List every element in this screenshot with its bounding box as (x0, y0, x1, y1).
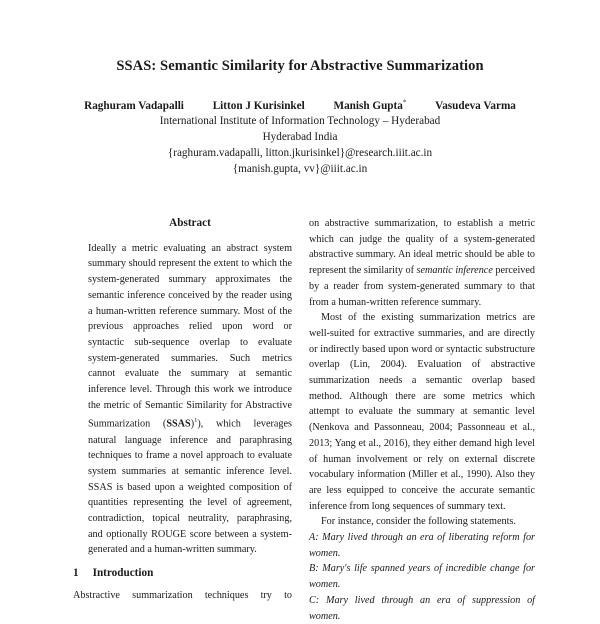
email-line: {raghuram.vadapalli, litton.jkurisinkel}@research.iiit.ac.in (167, 147, 433, 159)
email-line: {manish.gupta, vv}@iiit.ac.in (232, 163, 368, 175)
author-name: Vasudeva Varma (435, 99, 516, 112)
right-column (309, 216, 535, 624)
example-statement: C: Mary lived through an era of suppression of women. (309, 594, 535, 622)
paper-title: SSAS: Semantic Similarity for Abstractive Summarization (116, 58, 484, 74)
abstract-column (88, 216, 292, 558)
affiliation-line: International Institute of Information Technology – Hyderabad (159, 115, 441, 127)
metric-name: SSAS (166, 418, 191, 430)
example-statement: B: Mary's life spanned years of incredible change for women. (309, 563, 535, 591)
intro-first-line: Abstractive summarization techniques try to (73, 590, 292, 601)
author-name: Raghuram Vadapalli (84, 99, 184, 112)
section-heading-introduction: 1 Introduction (73, 567, 154, 579)
body-paragraph: on abstractive summarization, to establish a metric which can judge the quality of a system-generated abstractive summary. An ideal metric should be able to represent the similarity of semantic inference perceived by a reader from system-generated summary to that from a human-written reference summary. (309, 218, 535, 308)
abstract-body: Ideally a metric evaluating an abstract system summary should represent the extent to which the system-generated summary approximates the semantic inference conceived by the reader using a human-written reference summary. Most of the previous approaches relied upon word or syntactic sub-sequence overlap to evaluate system-generated summaries. Such metrics cannot evaluate the summary at semantic inference level. Through this work we introduce the metric of Semantic Similarity for Abstractive Summarization (SSAS)$^1$), which leverages natural language inference and paraphrasing techniques to frame a novel approach to evaluate system summaries at semantic inference level. SSAS is based upon a weighted composition of quantities representing the level of agreement, contradiction, topical neutrality, paraphrasing, and optionally ROUGE score between a system-generated and a human-written summary. (88, 242, 292, 556)
example-statement: A: Mary lived through an era of liberating reform for women. (309, 532, 535, 559)
affiliation-line: Hyderabad India (262, 131, 338, 143)
abstract-heading: Abstract (169, 217, 211, 229)
author-name: Manish Gupta* (333, 98, 407, 112)
author-list (0, 98, 600, 112)
author-name: Litton J Kurisinkel (212, 99, 305, 112)
footnote-mark: 1 (194, 417, 198, 425)
body-paragraph: For instance, consider the following statements. (321, 516, 516, 528)
body-paragraph: Most of the existing summarization metrics are well-suited for extractive summaries, and are directly or indirectly based upon word or syntactic substructure overlap (Lin, 2004). Evaluation of abstractive summarization needs a semantic overlap based method. Although there are some metrics which attempt to evaluate the summary at semantic level (Nenkova and Passonneau, 2004; Passonneau et al., 2013; Yang et al., 2016), they either demand high level of human involvement or rely on external discrete vocabulary information (Miller et al., 1990). Also they are less equipped to conceive the accurate semantic inference from long sequences of summary text. (309, 312, 535, 512)
author-mark: * (402, 98, 407, 106)
